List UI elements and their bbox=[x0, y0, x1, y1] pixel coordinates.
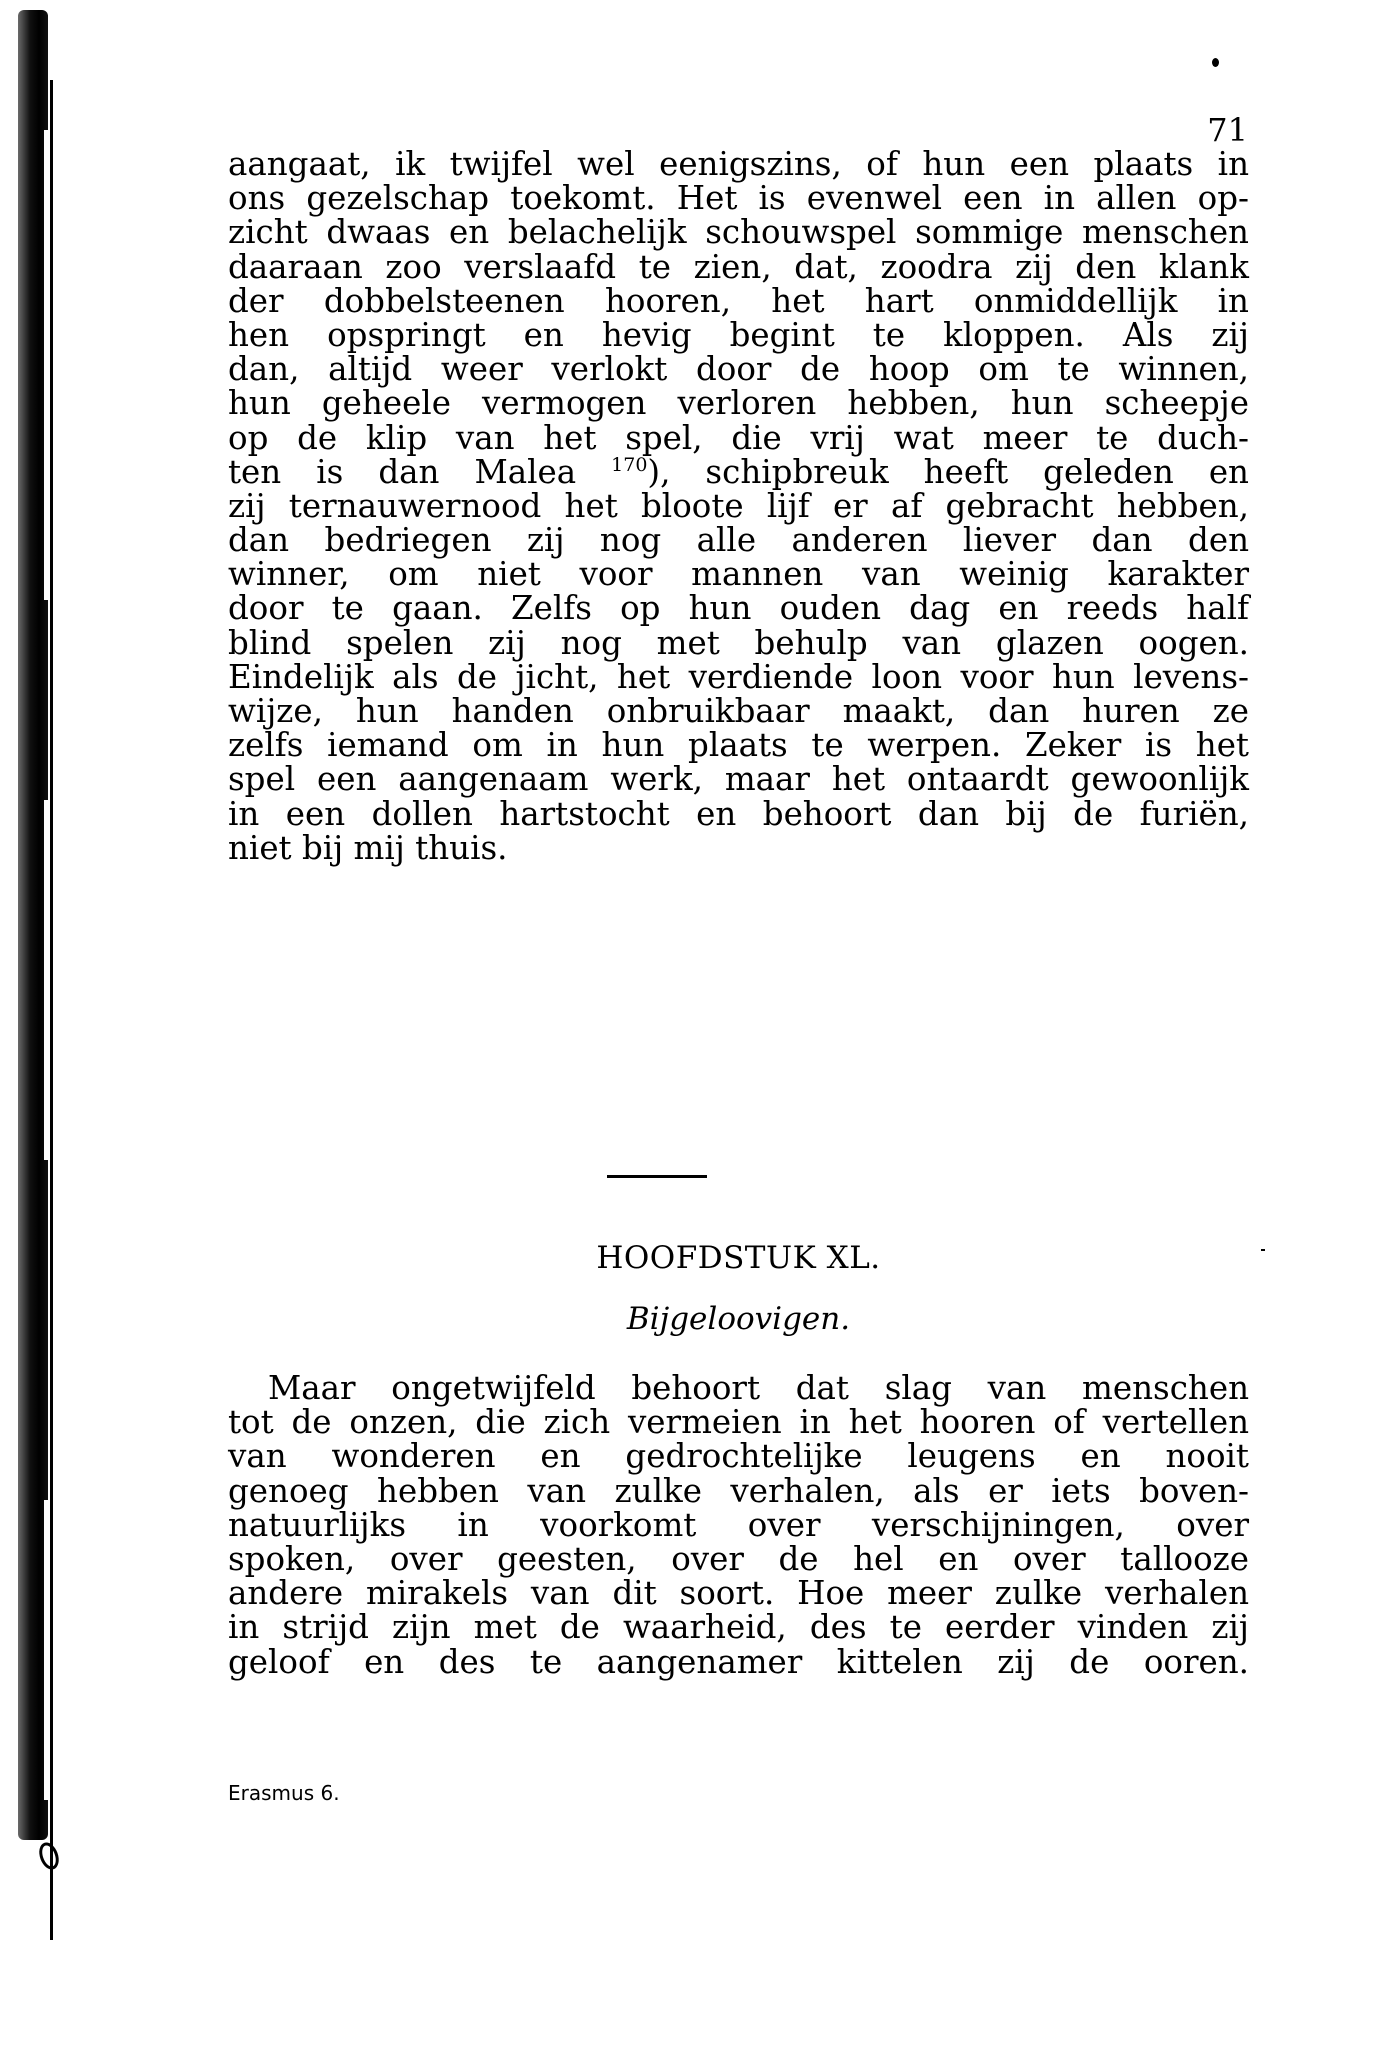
gutter-highlight bbox=[44, 130, 49, 600]
paragraph-continued bbox=[228, 147, 1249, 865]
gutter-rule bbox=[50, 80, 53, 1940]
text-line: der dobbelsteenen hooren, het hart onmiddellijk in bbox=[228, 281, 1249, 320]
text-line: zelfs iemand om in hun plaats te werpen. Zeker is het bbox=[228, 726, 1249, 765]
text-line: geloof en des te aangenamer kittelen zij de ooren. bbox=[228, 1642, 1249, 1681]
paragraph-chapter-opening bbox=[228, 1371, 1249, 1679]
text-line: natuurlijks in voorkomt over verschijningen, over bbox=[228, 1505, 1249, 1544]
binding-curl-mark bbox=[36, 1840, 62, 1872]
text-line: hen opspringt en hevig begint te kloppen. Als zij bbox=[228, 315, 1249, 354]
text-line: aangaat, ik twijfel wel eenigszins, of hun een plaats in bbox=[228, 145, 1249, 183]
text-line-with-footnote bbox=[228, 452, 1249, 491]
text-line: Maar ongetwijfeld behoort dat slag van menschen bbox=[268, 1369, 1249, 1407]
text-line: Eindelijk als de jicht, het verdiende loon voor hun levens- bbox=[228, 657, 1249, 696]
text-line: andere mirakels van dit soort. Hoe meer zulke verhalen bbox=[228, 1574, 1249, 1613]
text-line: niet bij mij thuis. bbox=[228, 828, 508, 867]
text-line: op de klip van het spel, die vrij wat meer te duch- bbox=[228, 418, 1249, 457]
text-line: zicht dwaas en belachelijk schouwspel sommige menschen bbox=[228, 213, 1249, 252]
page-number: 71 bbox=[1207, 111, 1248, 149]
text-line: winner, om niet voor mannen van weinig karakter bbox=[228, 555, 1249, 594]
text-line: daaraan zoo verslaafd te zien, dat, zoodra zij den klank bbox=[228, 247, 1249, 286]
text-line: blind spelen zij nog met behulp van glazen oogen. bbox=[228, 623, 1249, 662]
section-divider bbox=[607, 1175, 707, 1178]
gutter-highlight bbox=[44, 800, 49, 1160]
gutter-highlight bbox=[44, 1500, 49, 1800]
text-line: door te gaan. Zelfs op hun ouden dag en reeds half bbox=[228, 589, 1249, 628]
text-line: tot de onzen, die zich vermeien in het hooren of vertellen bbox=[228, 1403, 1249, 1442]
text-line: zij ternauwernood het bloote lijf er af gebracht hebben, bbox=[228, 486, 1249, 525]
text-line: in strijd zijn met de waarheid, des te eerder vinden zij bbox=[228, 1608, 1249, 1647]
text-line: dan, altijd weer verlokt door de hoop om te winnen, bbox=[228, 350, 1249, 389]
text-line: hun geheele vermogen verloren hebben, hun scheepje bbox=[228, 384, 1249, 423]
text-line: wijze, hun handen onbruikbaar maakt, dan huren ze bbox=[228, 692, 1249, 730]
text-line: van wonderen en gedrochtelijke leugens en nooit bbox=[228, 1437, 1249, 1476]
chapter-subtitle: Bijgeloovigen. bbox=[626, 1301, 851, 1337]
book-binding-shadow bbox=[0, 0, 60, 2058]
text-segment: ten is dan Malea bbox=[228, 452, 612, 491]
chapter-title: HOOFDSTUK XL. bbox=[596, 1240, 881, 1276]
text-line: in een dollen hartstocht en behoort dan bij de furiën, bbox=[228, 794, 1249, 833]
printer-signature-mark: Erasmus 6. bbox=[228, 1781, 340, 1805]
text-line: spoken, over geesten, over de hel en over tallooze bbox=[228, 1539, 1249, 1578]
text-segment: ), schipbreuk heeft geleden en bbox=[647, 452, 1249, 491]
stray-mark bbox=[1261, 1249, 1265, 1251]
footnote-reference[interactable]: 170 bbox=[611, 453, 648, 476]
text-line: genoeg hebben van zulke verhalen, als er iets boven- bbox=[228, 1471, 1249, 1510]
text-line: dan bedriegen zij nog alle anderen liever dan den bbox=[228, 521, 1249, 560]
text-line: ons gezelschap toekomt. Het is evenwel een in allen op- bbox=[228, 179, 1249, 218]
text-line: spel een aangenaam werk, maar het ontaardt gewoonlijk bbox=[228, 760, 1249, 799]
top-dot-mark bbox=[1212, 58, 1219, 67]
